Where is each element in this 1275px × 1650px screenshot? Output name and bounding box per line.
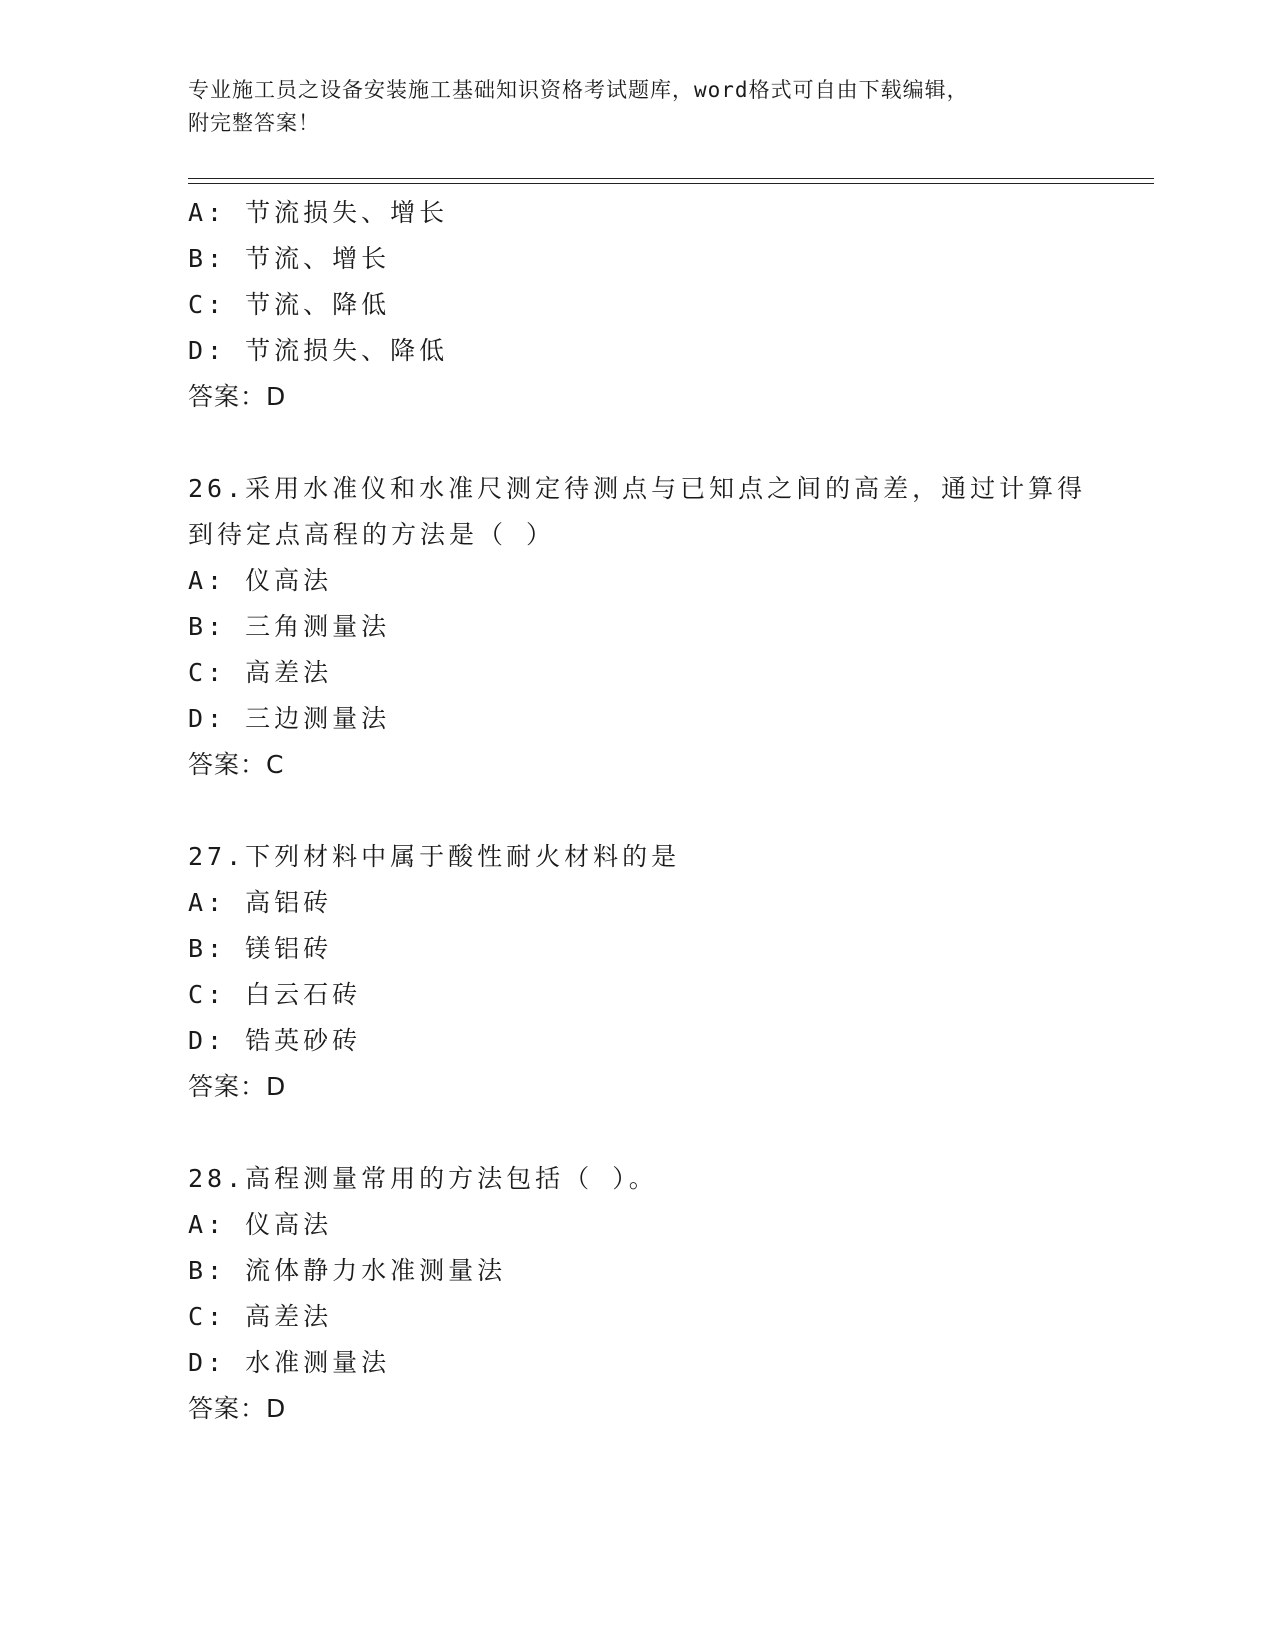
option-a: A: 仪高法 (188, 1210, 333, 1239)
header-divider-top (188, 178, 1154, 179)
option-c: C: 高差法 (188, 658, 333, 687)
option-c: C: 白云石砖 (188, 980, 362, 1009)
question-stem-line-2: 到待定点高程的方法是（ ） (188, 520, 556, 549)
question-stem: 28.高程测量常用的方法包括（ ）。 (188, 1164, 658, 1193)
header-line-1: 专业施工员之设备安装施工基础知识资格考试题库，word格式可自由下载编辑， (188, 78, 969, 102)
option-a: A: 仪高法 (188, 566, 333, 595)
question-list (188, 190, 1088, 1432)
option-d: D: 三边测量法 (188, 704, 391, 733)
option-d: D: 锆英砂砖 (188, 1026, 362, 1055)
option-c: C: 节流、降低 (188, 290, 391, 319)
option-d: D: 节流损失、降低 (188, 336, 449, 365)
option-d: D: 水准测量法 (188, 1348, 391, 1377)
option-b: B: 节流、增长 (188, 244, 391, 273)
question-stem-line-1: 26.采用水准仪和水准尺测定待测点与已知点之间的高差，通过计算得 (188, 474, 1087, 503)
question-26 (188, 466, 1088, 788)
question-28 (188, 1156, 1088, 1432)
header-divider-bottom (188, 183, 1154, 184)
option-a: A: 节流损失、增长 (188, 198, 449, 227)
answer-line: 答案：D (188, 1072, 287, 1101)
spacer (188, 788, 1088, 834)
spacer (188, 420, 1088, 466)
answer-line: 答案：D (188, 1394, 287, 1423)
answer-line: 答案：C (188, 750, 285, 779)
option-a: A: 高铝砖 (188, 888, 333, 917)
question-stem: 27.下列材料中属于酸性耐火材料的是 (188, 842, 681, 871)
header-line-2: 附完整答案！ (188, 111, 320, 135)
option-b: B: 三角测量法 (188, 612, 391, 641)
spacer (188, 1110, 1088, 1156)
document-header (188, 74, 1088, 140)
option-b: B: 流体静力水准测量法 (188, 1256, 507, 1285)
option-c: C: 高差法 (188, 1302, 333, 1331)
answer-line: 答案：D (188, 382, 287, 411)
option-b: B: 镁铝砖 (188, 934, 333, 963)
question-25 (188, 190, 1088, 420)
question-27 (188, 834, 1088, 1110)
